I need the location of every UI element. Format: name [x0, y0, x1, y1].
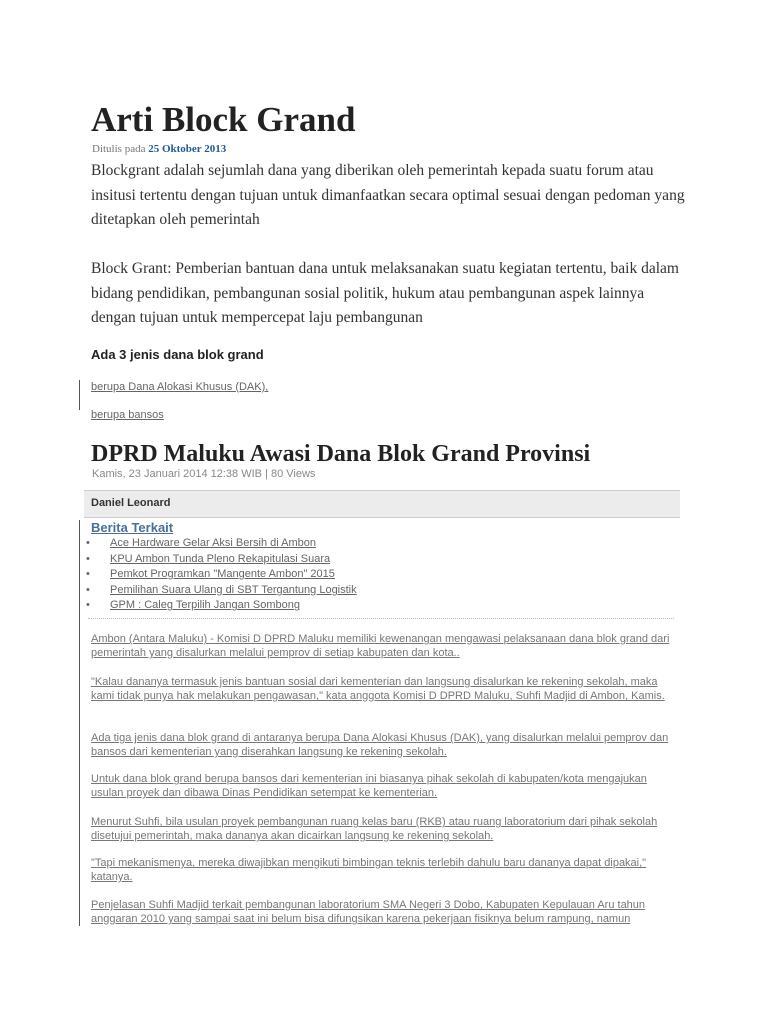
quote-bar [79, 380, 80, 410]
types-heading: Ada 3 jenis dana blok grand [91, 347, 264, 362]
bullet-icon: • [86, 552, 90, 565]
article-title: Arti Block Grand [91, 100, 356, 139]
definition-paragraph-2: Block Grant: Pemberian bantuan dana untuk melaksanakan suatu kegiatan tertentu, baik dalam bidang pendidikan, pembangunan sosial politik, hukum atau pembangunan aspek lainnya dengan tujuan untuk mempercepat laju pembangunan [91, 260, 679, 326]
news-body-paragraph[interactable]: Menurut Suhfi, bila usulan proyek pembangunan ruang kelas baru (RKB) atau ruang laboratorium dari pihak sekolah disetujui pemerintah, maka dananya akan dicairkan langsung ke rekening sekolah. [91, 816, 658, 842]
related-news-link[interactable]: KPU Ambon Tunda Pleno Rekapitulasi Suara [110, 552, 331, 565]
divider [88, 618, 674, 619]
definition-paragraph-1: Blockgrant adalah sejumlah dana yang diberikan oleh pemerintah kepada suatu forum atau insitusi tertentu dengan tujuan untuk dimanfaatkan secara optimal sesuai dengan pedoman yang ditetapkan oleh pemerintah [91, 162, 685, 228]
author-name: Daniel Leonard [91, 497, 171, 509]
news-title: DPRD Maluku Awasi Dana Blok Grand Provinsi [91, 441, 591, 467]
post-meta-prefix: Ditulis pada [92, 143, 149, 155]
author-bar [84, 490, 680, 518]
post-meta [92, 143, 226, 155]
post-date[interactable]: 25 Oktober 2013 [148, 143, 227, 155]
related-news-link[interactable]: Pemilihan Suara Ulang di SBT Tergantung Logistik [110, 583, 357, 596]
news-body-paragraph[interactable]: Ambon (Antara Maluku) - Komisi D DPRD Maluku memiliki kewenangan mengawasi pelaksanaan dana blok grand dari pemerintah yang disalurkan melalui pemprov di setiap kabupaten dan kota.. [91, 633, 670, 659]
news-body-paragraph[interactable]: Penjelasan Suhfi Madjid terkait pembangunan laboratorium SMA Negeri 3 Dobo, Kabupaten Kepulauan Aru tahun anggaran 2010 yang sampai saat ini belum bisa difungsikan karena pekerjaan fisiknya belum rampung, namun [91, 899, 646, 925]
news-body-paragraph[interactable]: "Kalau dananya termasuk jenis bantuan sosial dari kementerian dan langsung disalurkan ke rekening sekolah, maka kami tidak punya hak melakukan pengawasan," kata anggota Komisi D DPRD Maluku, Suhfi Madjid di Ambon, Kamis. [91, 676, 665, 702]
news-body-paragraph[interactable]: "Tapi mekanismenya, mereka diwajibkan mengikuti bimbingan teknis terlebih dahulu baru dananya dapat dipakai," katanya. [91, 857, 647, 883]
type-link-dak[interactable]: berupa Dana Alokasi Khusus (DAK), [91, 381, 269, 393]
news-body-paragraph[interactable]: Untuk dana blok grand berupa bansos dari kementerian ini biasanya pihak sekolah di kabupaten/kota mengajukan usulan proyek dan dibawa Dinas Pendidikan setempat ke kementerian. [91, 773, 647, 799]
bullet-icon: • [86, 583, 90, 596]
related-news-link[interactable]: Ace Hardware Gelar Aksi Bersih di Ambon [110, 537, 317, 549]
content-bar [79, 520, 80, 926]
type-link-bansos[interactable]: berupa bansos [91, 409, 164, 421]
related-news-link[interactable]: Pemkot Programkan "Mangente Ambon" 2015 [110, 568, 335, 581]
bullet-icon: • [86, 599, 90, 612]
bullet-icon: • [86, 537, 90, 549]
bullet-icon: • [86, 568, 90, 581]
related-news-link[interactable]: GPM : Caleg Terpilih Jangan Sombong [110, 599, 300, 612]
news-body-paragraph[interactable]: Ada tiga jenis dana blok grand di antaranya berupa Dana Alokasi Khusus (DAK), yang disalurkan melalui pemprov dan bansos dari kementerian yang diserahkan langsung ke rekening sekolah. [91, 732, 669, 758]
related-news-heading[interactable]: Berita Terkait [91, 520, 174, 535]
news-meta: Kamis, 23 Januari 2014 12:38 WIB | 80 Views [92, 468, 316, 480]
